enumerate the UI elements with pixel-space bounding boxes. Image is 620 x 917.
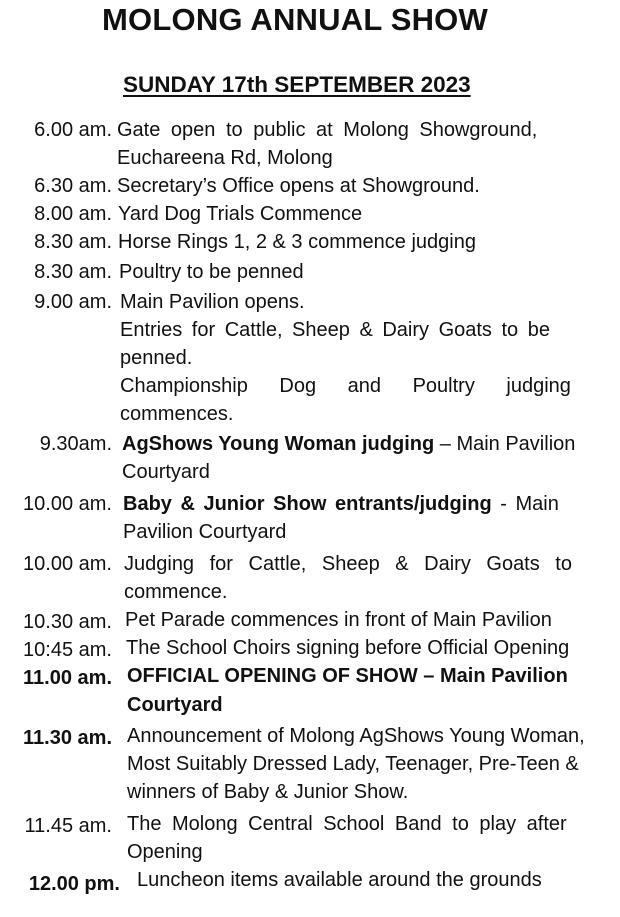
entry-description: Yard Dog Trials Commence	[118, 203, 363, 225]
entry-time: 12.00 pm.	[28, 873, 120, 895]
entry-time: 11.45 am.	[24, 815, 112, 837]
entry-time: 10.30 am.	[23, 611, 112, 633]
entry-description: commences.	[120, 403, 234, 425]
entry-description: Gate open to public at Molong Showground,	[117, 119, 538, 141]
entry-time: 6.30 am.	[34, 175, 112, 197]
page-title: MOLONG ANNUAL SHOW	[102, 2, 488, 37]
entry-time: 6.00 am.	[34, 119, 112, 141]
entry-description: Luncheon items available around the grounds	[137, 869, 542, 891]
entry-description: OFFICIAL OPENING OF SHOW – Main Pavilion	[127, 665, 568, 687]
entry-time: 9.30am.	[39, 433, 112, 455]
entry-time: 11.30 am.	[23, 727, 112, 749]
entry-description: Opening	[127, 841, 203, 863]
entry-description: Entries for Cattle, Sheep & Dairy Goats to be	[120, 319, 550, 341]
entry-description-rest: – Main Pavilion	[434, 433, 576, 455]
show-date-heading: SUNDAY 17th SEPTEMBER 2023	[123, 72, 471, 97]
entry-time: 8.30 am.	[34, 231, 112, 253]
entry-description: The Molong Central School Band to play after	[127, 813, 567, 835]
entry-description: Euchareena Rd, Molong	[117, 147, 333, 169]
entry-description: Secretary’s Office opens at Showground.	[117, 175, 480, 197]
entry-description: Championship Dog and Poultry judging	[120, 375, 571, 397]
entry-description: Courtyard	[127, 694, 223, 716]
entry-description: Judging for Cattle, Sheep & Dairy Goats to	[124, 553, 572, 575]
entry-time: 8.30 am.	[34, 261, 112, 283]
entry-description: winners of Baby & Junior Show.	[127, 781, 409, 803]
entry-description: Pavilion Courtyard	[123, 521, 287, 543]
entry-description: Pet Parade commences in front of Main Pavilion	[125, 609, 552, 631]
entry-description: The School Choirs signing before Official Opening	[126, 637, 570, 659]
entry-description-rest: - Main	[491, 493, 559, 515]
entry-time: 10.00 am.	[23, 493, 112, 515]
entry-time: 9.00 am.	[34, 291, 112, 313]
entry-description: penned.	[120, 347, 193, 369]
entry-highlight: AgShows Young Woman judging	[122, 433, 435, 455]
entry-time: 10:45 am.	[23, 639, 112, 661]
entry-description: Announcement of Molong AgShows Young Woman,	[127, 725, 585, 747]
entry-time: 8.00 am.	[34, 203, 112, 225]
entry-description: Main Pavilion opens.	[120, 291, 305, 313]
entry-description: commence.	[124, 581, 228, 603]
entry-description: Poultry to be penned	[119, 261, 304, 283]
entry-description: Horse Rings 1, 2 & 3 commence judging	[118, 231, 476, 253]
entry-highlight: Baby & Junior Show entrants/judging	[123, 493, 492, 515]
entry-description	[122, 430, 575, 458]
entry-description: Courtyard	[122, 461, 210, 483]
entry-description	[123, 490, 559, 518]
entry-time: 11.00 am.	[23, 667, 112, 689]
entry-description: Most Suitably Dressed Lady, Teenager, Pre-Teen &	[127, 753, 579, 775]
entry-time: 10.00 am.	[23, 553, 112, 575]
